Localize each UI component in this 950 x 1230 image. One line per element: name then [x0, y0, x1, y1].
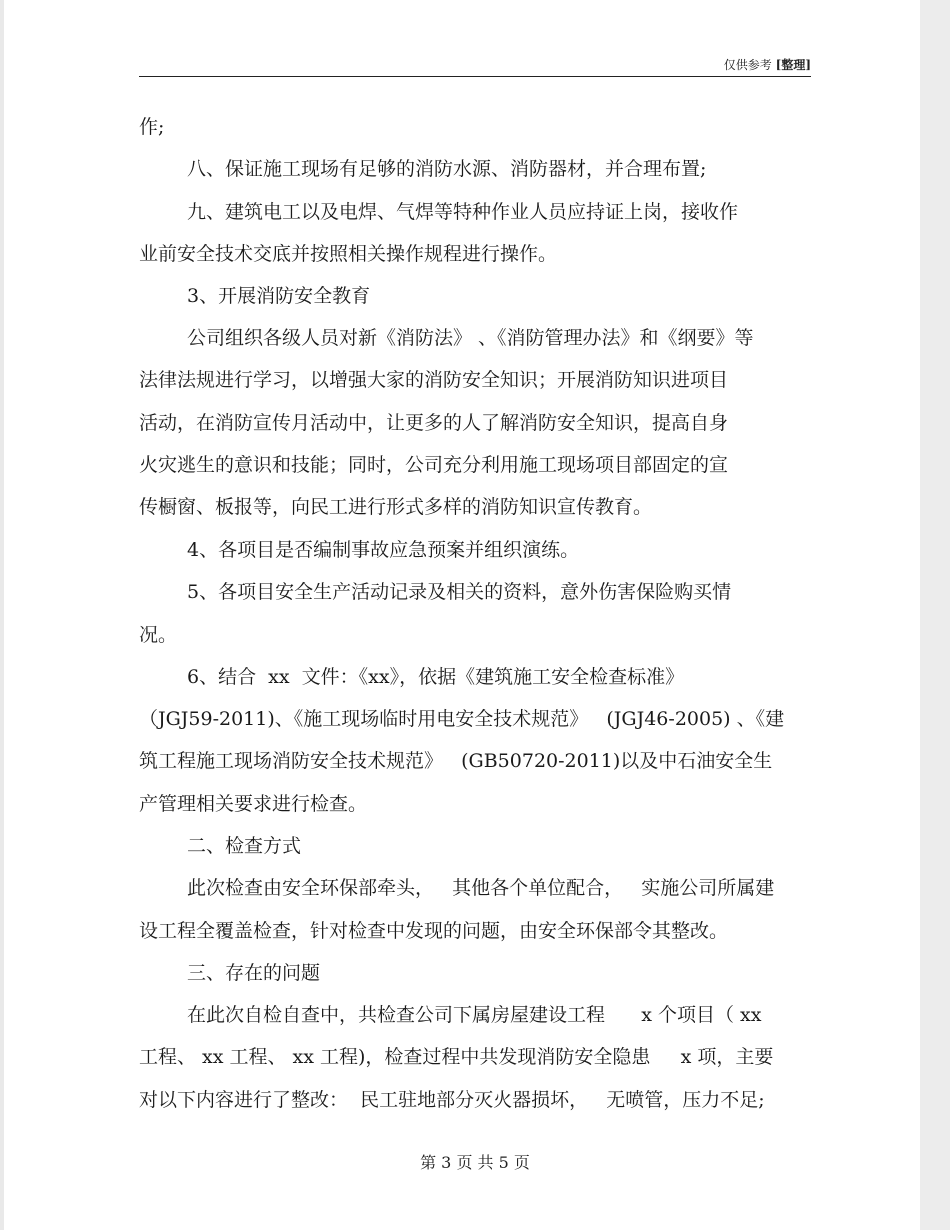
page-edge-left	[0, 0, 4, 1230]
text-line: 传橱窗、板报等，向民工进行形式多样的消防知识宣传教育。	[139, 496, 653, 518]
text-line: 法律法规进行学习，以增强大家的消防安全知识；开展消防知识进项目	[139, 369, 729, 391]
text-line: 工程、 xx 工程、 xx 工程)，检查过程中共发现消防安全隐患 x 项，主要	[139, 1046, 774, 1068]
text-line: 筑工程施工现场消防安全技术规范》 (GB50720-2011)以及中石油安全生	[139, 750, 773, 772]
text-line: （JGJ59-2011)、《施工现场临时用电安全技术规范》 (JGJ46-2005) 、《建	[139, 708, 785, 730]
header-note-text: 仅供参考	[723, 58, 772, 72]
text-line: 八、保证施工现场有足够的消防水源、消防器材，并合理布置;	[187, 158, 707, 180]
page-footer: 第 3 页 共 5 页	[420, 1153, 530, 1172]
header-note-tag: [整理]	[775, 58, 811, 72]
header-rule	[139, 76, 811, 77]
text-line: 6、结合 xx 文件：《xx》，依据《建筑施工安全检查标准》	[187, 666, 685, 688]
header-note	[724, 56, 811, 73]
page-edge-right	[920, 0, 950, 1230]
section-heading: 二、检查方式	[187, 835, 302, 857]
text-line: 业前安全技术交底并按照相关操作规程进行操作。	[139, 243, 558, 265]
text-line: 对以下内容进行了整改： 民工驻地部分灭火器损坏， 无喷管，压力不足;	[139, 1089, 765, 1111]
text-line: 公司组织各级人员对新《消防法》 、《消防管理办法》和《纲要》等	[187, 327, 754, 349]
text-line: 5、各项目安全生产活动记录及相关的资料，意外伤害保险购买情	[187, 581, 732, 603]
text-line: 产管理相关要求进行检查。	[139, 793, 368, 815]
text-line: 4、各项目是否编制事故应急预案并组织演练。	[187, 539, 580, 561]
text-line: 活动，在消防宣传月活动中，让更多的人了解消防安全知识，提高自身	[139, 412, 729, 434]
text-line: 作;	[139, 116, 165, 138]
text-line: 在此次自检自查中，共检查公司下属房屋建设工程 x 个项目（ xx	[187, 1004, 762, 1026]
text-line: 火灾逃生的意识和技能；同时，公司充分利用施工现场项目部固定的宣	[139, 454, 729, 476]
text-line: 此次检查由安全环保部牵头， 其他各个单位配合， 实施公司所属建	[187, 877, 775, 899]
text-line: 况。	[139, 624, 178, 646]
section-heading: 3、开展消防安全教育	[187, 285, 371, 307]
text-line: 设工程全覆盖检查，针对检查中发现的问题，由安全环保部令其整改。	[139, 920, 729, 942]
section-heading: 三、存在的问题	[187, 962, 321, 984]
text-line: 九、建筑电工以及电焊、气焊等特种作业人员应持证上岗，接收作	[187, 201, 739, 223]
